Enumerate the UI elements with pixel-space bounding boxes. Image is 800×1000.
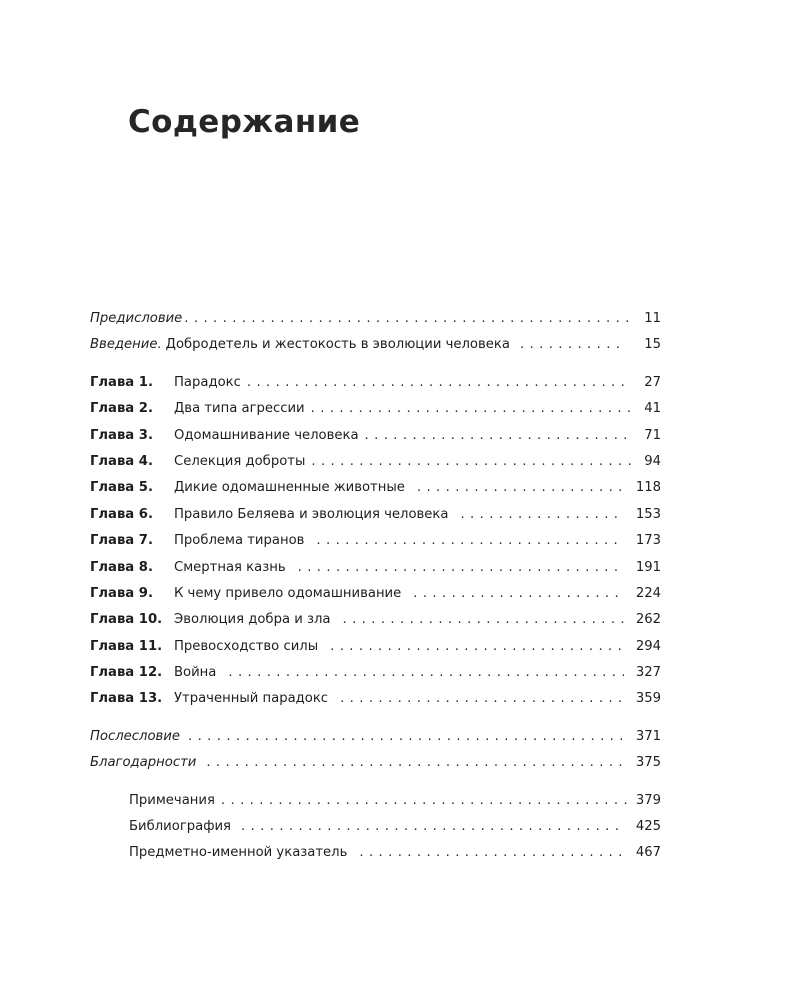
- dot-leader: [359, 843, 623, 863]
- dot-leader: [343, 610, 624, 630]
- toc-entry-afterword[interactable]: [90, 727, 661, 753]
- toc-entry-label: Добродетель и жестокость в эволюции человека: [165, 337, 510, 353]
- toc-entry-chapter[interactable]: [90, 610, 661, 636]
- dot-leader: [340, 689, 624, 709]
- toc-entry-appendix[interactable]: [90, 817, 661, 843]
- dot-leader: [316, 531, 623, 551]
- toc-entry-chapter[interactable]: [90, 399, 661, 425]
- toc-entry-acknowledgements[interactable]: [90, 753, 661, 779]
- toc-entry-chapter[interactable]: [90, 584, 661, 610]
- dot-leader: [298, 558, 624, 578]
- dot-leader: [520, 335, 623, 355]
- chapter-title: Парадокс: [174, 374, 241, 390]
- chapter-title: Смертная казнь: [174, 559, 286, 575]
- chapter-label: Глава 9.: [90, 585, 153, 601]
- toc-entry-chapter[interactable]: [90, 478, 661, 504]
- page-number: 27: [644, 374, 661, 390]
- page-number: 118: [635, 480, 661, 496]
- toc-entry-appendix[interactable]: [90, 791, 661, 817]
- chapter-title: Утраченный парадокс: [174, 691, 329, 707]
- dot-leader: [184, 309, 635, 329]
- page-number: 173: [635, 533, 661, 549]
- page-number: 153: [635, 506, 661, 522]
- toc-entry-appendix[interactable]: [90, 843, 661, 869]
- chapter-title: Одомашнивание человека: [174, 427, 359, 443]
- chapter-label: Глава 5.: [90, 480, 153, 496]
- toc-entry-chapter[interactable]: [90, 426, 661, 452]
- dot-leader: [247, 373, 631, 393]
- chapter-label: Глава 10.: [90, 612, 163, 628]
- chapter-title: Правило Беляева и эволюция человека: [174, 506, 449, 522]
- chapter-title: К чему привело одомашнивание: [174, 585, 402, 601]
- toc-entry-chapter[interactable]: [90, 505, 661, 531]
- toc-entry-chapter[interactable]: [90, 531, 661, 557]
- dot-leader: [241, 817, 624, 837]
- dot-leader: [417, 478, 624, 498]
- page-number: 294: [635, 638, 661, 654]
- chapter-label: Глава 12.: [90, 665, 163, 681]
- chapter-title: Дикие одомашненные животные: [174, 480, 405, 496]
- toc-entry-label: Благодарности: [90, 755, 197, 771]
- toc-entry-chapter[interactable]: [90, 452, 661, 478]
- dot-leader: [221, 791, 628, 811]
- chapter-label: Глава 7.: [90, 533, 153, 549]
- toc-entry-label: Примечания: [129, 792, 215, 808]
- chapter-label: Глава 1.: [90, 374, 153, 390]
- page-number: 15: [644, 337, 661, 353]
- chapter-title: Проблема тиранов: [174, 533, 305, 549]
- toc-entry-introduction[interactable]: [90, 335, 661, 361]
- page-number: 11: [644, 311, 661, 326]
- page-number: 71: [644, 427, 661, 443]
- dot-leader: [365, 426, 631, 446]
- page-number: 379: [635, 792, 661, 808]
- page-number: 41: [644, 401, 661, 417]
- chapter-title: Превосходство силы: [174, 638, 319, 654]
- page-number: 224: [635, 585, 661, 601]
- page-number: 359: [635, 691, 661, 707]
- toc-entry-label: Послесловие: [90, 728, 180, 744]
- page-title: Содержание: [128, 104, 361, 140]
- dot-leader: [311, 452, 631, 472]
- toc-entry-label: Предисловие: [90, 311, 183, 326]
- chapter-label: Глава 2.: [90, 401, 153, 417]
- toc-entry-chapter[interactable]: [90, 637, 661, 663]
- page-number: 262: [635, 612, 661, 628]
- toc-entry-label: Предметно-именной указатель: [129, 845, 348, 861]
- page-number: 327: [635, 665, 661, 681]
- page-number: 375: [635, 755, 661, 771]
- dot-leader: [188, 727, 624, 747]
- toc-entry-preface[interactable]: [90, 309, 661, 335]
- page-number: 371: [635, 728, 661, 744]
- chapter-label: Глава 11.: [90, 638, 163, 654]
- chapter-label: Глава 3.: [90, 427, 153, 443]
- toc-entry-label-italic: Введение.: [90, 337, 162, 353]
- chapter-label: Глава 8.: [90, 559, 153, 575]
- toc-entry-chapter[interactable]: [90, 689, 661, 715]
- chapter-title: Селекция доброты: [174, 453, 306, 469]
- dot-leader: [228, 663, 623, 683]
- dot-leader: [330, 637, 624, 657]
- dot-leader: [311, 399, 631, 419]
- chapter-label: Глава 13.: [90, 691, 163, 707]
- page-number: 94: [644, 453, 661, 469]
- toc-entry-chapter[interactable]: [90, 373, 661, 399]
- page-number: 425: [635, 819, 661, 835]
- page-number: 467: [635, 845, 661, 861]
- chapter-title: Два типа агрессии: [174, 401, 305, 417]
- dot-leader: [413, 584, 624, 604]
- chapter-title: Война: [174, 665, 217, 681]
- dot-leader: [460, 505, 623, 525]
- toc-entry-chapter[interactable]: [90, 663, 661, 689]
- toc-entry-chapter[interactable]: [90, 558, 661, 584]
- dot-leader: [206, 753, 624, 773]
- page-number: 191: [635, 559, 661, 575]
- table-of-contents: [90, 309, 661, 870]
- chapter-title: Эволюция добра и зла: [174, 612, 331, 628]
- toc-entry-label: Библиография: [129, 819, 231, 835]
- chapter-label: Глава 4.: [90, 453, 153, 469]
- chapter-label: Глава 6.: [90, 506, 153, 522]
